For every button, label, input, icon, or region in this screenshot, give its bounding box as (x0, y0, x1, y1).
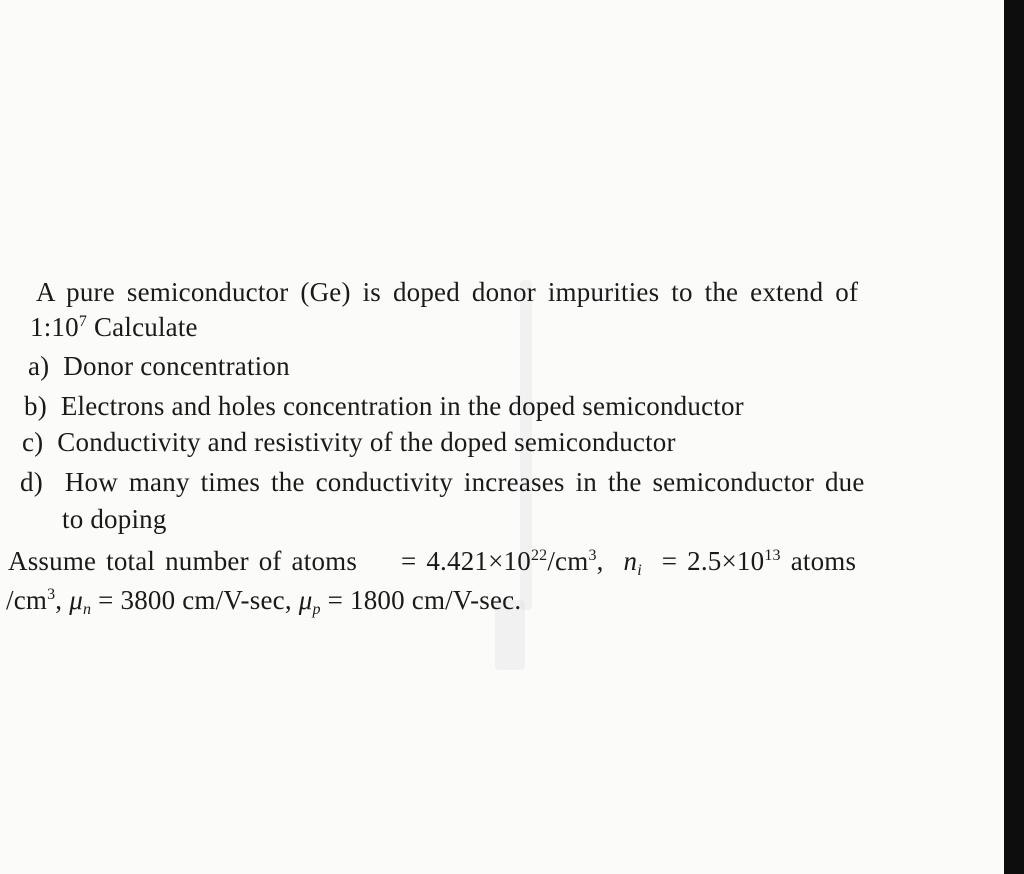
mun-subscript: n (82, 601, 92, 618)
unit-cube: 3 (588, 547, 597, 564)
item-text: Donor concentration (63, 351, 290, 381)
mu-symbol: μ (298, 585, 313, 615)
list-item (28, 350, 290, 382)
problem-ratio-line (30, 311, 198, 343)
separator-comma: , (596, 546, 604, 576)
item-label: d) (20, 467, 43, 497)
list-item (20, 466, 865, 498)
ratio-base: 1:10 (30, 312, 79, 342)
unit-cube: 3 (47, 586, 56, 603)
scan-border (1004, 0, 1024, 874)
equals-sign: = (661, 546, 678, 576)
electron-mobility-value: = 3800 cm/V-sec, (98, 585, 292, 615)
separator-comma: , (55, 585, 63, 615)
mu-symbol: μ (69, 585, 83, 615)
item-label: a) (28, 351, 50, 381)
item-label: c) (22, 427, 44, 457)
intro-text: A pure semiconductor (Ge) is doped donor impurities to the extend of (36, 277, 859, 307)
unit-per-cm: /cm (6, 585, 48, 615)
total-atoms-exponent: 22 (530, 547, 548, 564)
list-item (24, 390, 744, 422)
assume-lead: Assume total number of atoms (8, 546, 358, 576)
assume-line (8, 545, 856, 577)
ni-unit: atoms (790, 546, 857, 576)
hole-mobility-value: = 1800 cm/V-sec. (327, 585, 522, 615)
item-text: Electrons and holes concentration in the doped semiconductor (60, 391, 744, 421)
mobility-line (6, 584, 521, 616)
ni-symbol: n (623, 546, 638, 576)
mup-subscript: p (312, 601, 321, 618)
ratio-exponent: 7 (78, 313, 88, 330)
ni-subscript: i (637, 562, 642, 579)
total-atoms-mantissa: 4.421×10 (426, 546, 531, 576)
ni-exponent: 13 (764, 547, 781, 564)
list-item-continuation (62, 503, 167, 535)
unit-per-cm: /cm (547, 546, 589, 576)
problem-intro-line (36, 276, 858, 308)
calculate-text: Calculate (93, 312, 198, 342)
ni-mantissa: 2.5×10 (687, 546, 765, 576)
item-text: Conductivity and resistivity of the doped semiconductor (57, 427, 676, 457)
list-item (22, 426, 676, 458)
equals-sign: = (400, 546, 417, 576)
item-text: How many times the conductivity increases in the semiconductor due (64, 467, 865, 497)
item-text: to doping (62, 504, 167, 534)
item-label: b) (24, 391, 47, 421)
